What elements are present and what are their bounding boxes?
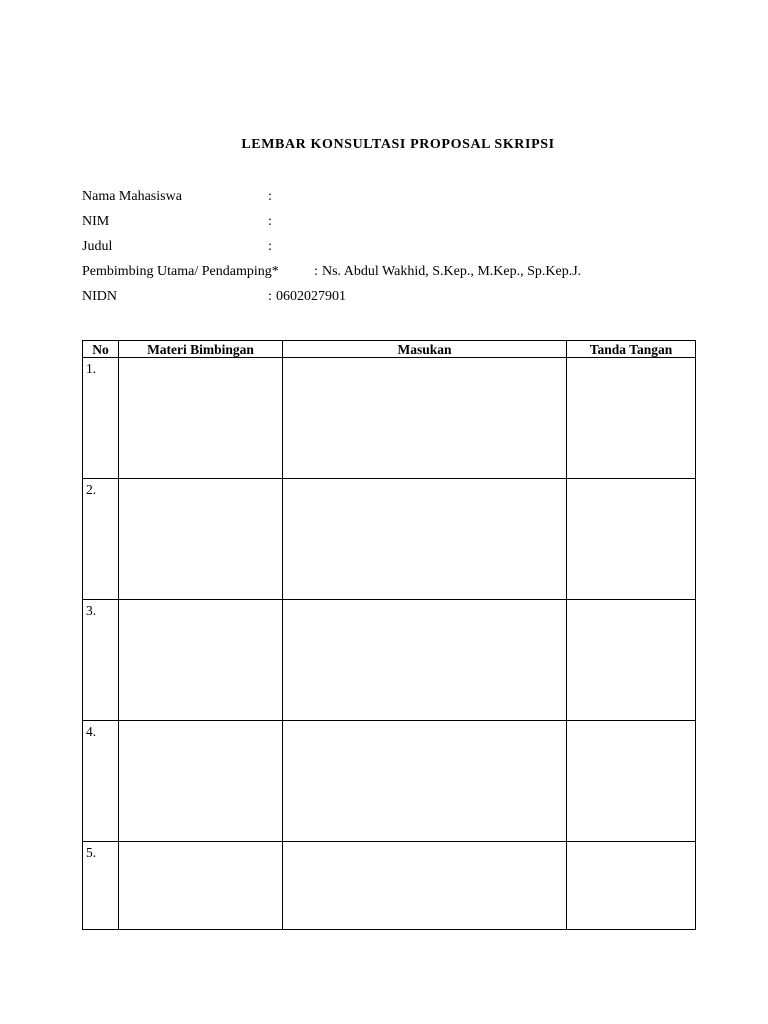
table-row [83,358,696,479]
info-value: Ns. Abdul Wakhid, S.Kep., M.Kep., Sp.Kep.J. [322,264,582,279]
materi-cell[interactable] [119,842,283,930]
info-value: 0602027901 [276,289,346,304]
info-separator: : [268,239,272,254]
info-label: Judul [82,239,113,254]
tanda-tangan-cell[interactable] [567,721,696,842]
row-number: 2. [83,479,119,600]
info-separator: : [314,264,318,279]
table-row [83,600,696,721]
tanda-tangan-cell[interactable] [567,842,696,930]
materi-cell[interactable] [119,479,283,600]
materi-cell[interactable] [119,600,283,721]
info-label: Pembimbing Utama/ Pendamping* [82,264,279,279]
header-materi-bimbingan: Materi Bimbingan [119,341,283,358]
table-row [83,842,696,930]
info-label: NIM [82,214,110,229]
document-title: LEMBAR KONSULTASI PROPOSAL SKRIPSI [241,137,555,152]
tanda-tangan-cell[interactable] [567,358,696,479]
tanda-tangan-cell[interactable] [567,600,696,721]
info-label: Nama Mahasiswa [82,189,182,204]
masukan-cell[interactable] [283,600,567,721]
masukan-cell[interactable] [283,479,567,600]
row-number: 5. [83,842,119,930]
table-row [83,479,696,600]
header-tanda-tangan: Tanda Tangan [567,341,696,358]
materi-cell[interactable] [119,721,283,842]
info-separator: : [268,214,272,229]
materi-cell[interactable] [119,358,283,479]
row-number: 3. [83,600,119,721]
tanda-tangan-cell[interactable] [567,479,696,600]
masukan-cell[interactable] [283,842,567,930]
row-number: 4. [83,721,119,842]
table-header-row [83,341,696,358]
header-no: No [83,341,119,358]
table-row [83,721,696,842]
masukan-cell[interactable] [283,358,567,479]
info-separator: : [268,289,272,304]
info-separator: : [268,189,272,204]
info-label: NIDN [82,289,117,304]
header-masukan: Masukan [283,341,567,358]
masukan-cell[interactable] [283,721,567,842]
consultation-table [82,340,696,930]
row-number: 1. [83,358,119,479]
